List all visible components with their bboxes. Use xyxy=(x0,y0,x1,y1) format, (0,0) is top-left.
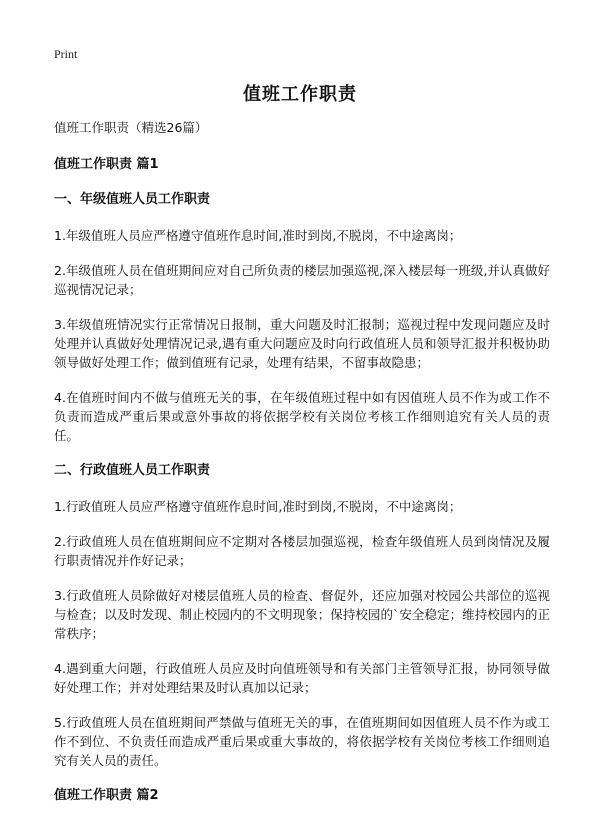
paragraph: 3.行政值班人员除做好对楼层值班人员的检查、督促外，还应加强对校园公共部位的巡视与检查；以及时发现、制止校园内的不文明现象；保持校园的`安全稳定；维持校园内的正常秩序； xyxy=(54,588,550,641)
paragraph: 1.年级值班人员应严格遵守值班作息时间,准时到岗,不脱岗，不中途离岗； xyxy=(54,228,462,243)
print-label: Print xyxy=(54,47,78,61)
section-heading-1: 值班工作职责 篇1 xyxy=(54,157,159,172)
paragraph: 2.行政值班人员在值班期间应不定期对各楼层加强巡视，检查年级值班人员到岗情况及履行职责情况并作好记录； xyxy=(54,534,550,568)
document-body xyxy=(54,118,550,821)
paragraph: 4.遇到重大问题，行政值班人员应及时向值班领导和有关部门主管领导汇报，协同领导做好处理工作；并对处理结果及时认真加以记录； xyxy=(54,661,550,695)
paragraph: 4.在值班时间内不做与值班无关的事，在年级值班过程中如有因值班人员不作为或工作不负责而造成严重后果或意外事故的将依据学校有关岗位考核工作细则追究有关人员的责任。 xyxy=(54,390,550,443)
paragraph: 5.行政值班人员在值班期间严禁做与值班无关的事，在值班期间如因值班人员不作为或工作不到位、不负责任而造成严重后果或重大事故的，将依据学校有关岗位考核工作细则追究有关人员的责任。 xyxy=(54,715,550,768)
paragraph: 1.行政值班人员应严格遵守值班作息时间,准时到岗,不脱岗，不中途离岗； xyxy=(54,499,462,514)
subsection-heading-admin-duty: 二、行政值班人员工作职责 xyxy=(54,463,211,478)
paragraph: 2.年级值班人员在值班期间应对自己所负责的楼层加强巡视,深入楼层每一班级,并认真做好巡视情况记录； xyxy=(54,263,550,297)
subsection-heading-grade-duty: 一、年级值班人员工作职责 xyxy=(54,192,211,207)
section-heading-2: 值班工作职责 篇2 xyxy=(54,788,159,803)
document-subtitle: 值班工作职责（精选26篇） xyxy=(54,120,208,135)
paragraph: 3.年级值班情况实行正常情况日报制，重大问题及时汇报制；巡视过程中发现问题应及时处理并认真做好处理情况记录,遇有重大问题应及时向行政值班人员和领导汇报并积极协助领导做好处理工作；做到值班有记录，处理有结果，不留事故隐患； xyxy=(54,317,550,370)
page-title: 值班工作职责 xyxy=(243,84,357,105)
